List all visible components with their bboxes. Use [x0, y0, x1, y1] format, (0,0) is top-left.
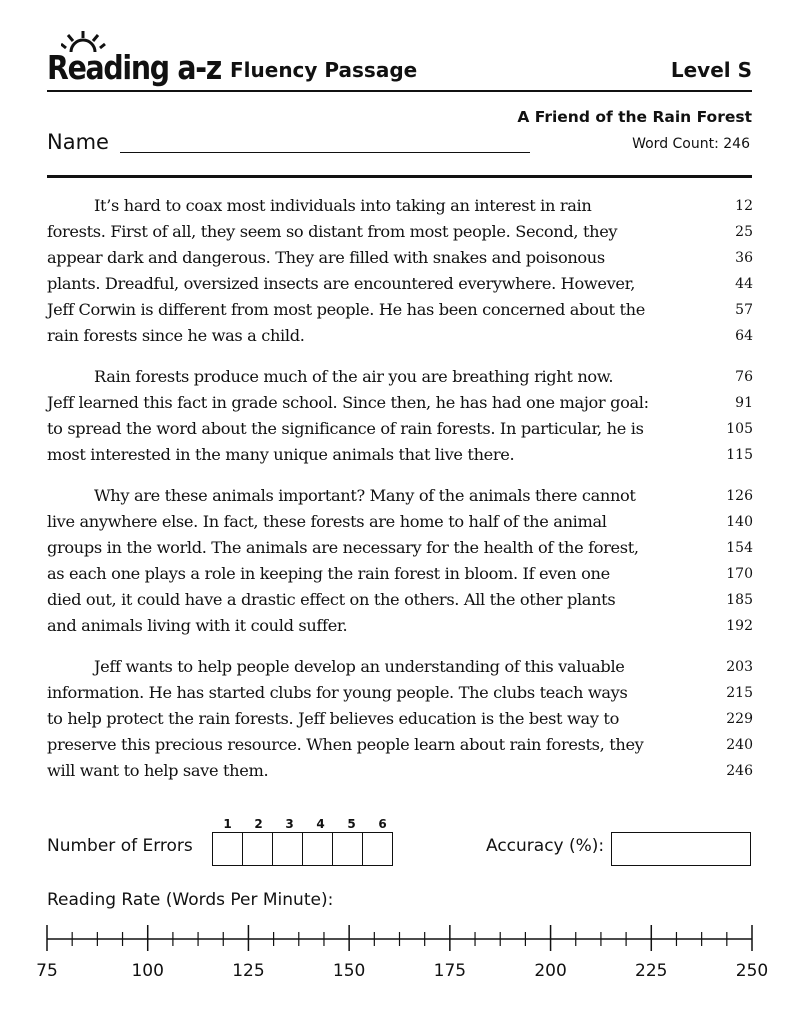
cumulative-word-count: 215 [726, 685, 753, 701]
reading-rate-label: Reading Rate (Words Per Minute): [47, 890, 334, 910]
error-boxes [212, 832, 398, 866]
passage-line-text: Jeff Corwin is different from most people. He has been concerned about the [47, 300, 645, 319]
cumulative-word-count: 115 [726, 447, 753, 463]
passage-line-text: preserve this precious resource. When people learn about rain forests, they [47, 735, 644, 754]
accuracy-input-box[interactable] [611, 832, 751, 866]
passage-line [47, 323, 753, 349]
scale-label: 150 [332, 961, 366, 981]
passage-line-text: Why are these animals important? Many of the animals there cannot [94, 486, 636, 505]
error-box-number: 6 [378, 817, 387, 831]
passage-line [47, 561, 753, 587]
scale-label: 200 [534, 961, 567, 981]
cumulative-word-count: 185 [726, 592, 753, 608]
passage-line-text: and animals living with it could suffer. [47, 616, 348, 635]
passage-line [47, 219, 753, 245]
scale-label: 225 [635, 961, 668, 981]
passage-line [47, 509, 753, 535]
error-box-number: 5 [347, 817, 356, 831]
passage-line-text: Rain forests produce much of the air you are breathing right now. [94, 367, 614, 386]
passage-line-text: Jeff learned this fact in grade school. Since then, he has had one major goal: [47, 393, 649, 412]
errors-label: Number of Errors [47, 836, 193, 856]
header-divider [47, 90, 752, 92]
passage-line [47, 442, 753, 468]
error-box-number: 4 [316, 817, 325, 831]
passage-line [47, 706, 753, 732]
error-box[interactable] [302, 832, 333, 866]
reading-rate-scale [0, 918, 799, 988]
passage-line-text: to spread the word about the significance of rain forests. In particular, he is [47, 419, 644, 438]
error-box-number: 2 [254, 817, 263, 831]
passage-type-title: Fluency Passage [230, 58, 418, 82]
passage-line [47, 416, 753, 442]
cumulative-word-count: 57 [735, 302, 753, 318]
scale-label: 75 [36, 961, 58, 981]
passage-line-text: appear dark and dangerous. They are filled with snakes and poisonous [47, 248, 605, 267]
passage-line-text: plants. Dreadful, oversized insects are encountered everywhere. However, [47, 274, 636, 293]
reading-az-logo [47, 30, 221, 87]
logo-text: Reading a-z [47, 48, 221, 87]
passage-line-text: It’s hard to coax most individuals into taking an interest in rain [94, 196, 592, 215]
error-box[interactable] [272, 832, 303, 866]
error-box[interactable] [332, 832, 363, 866]
passage-line-text: to help protect the rain forests. Jeff believes education is the best way to [47, 709, 619, 728]
error-box[interactable] [362, 832, 393, 866]
cumulative-word-count: 36 [735, 250, 753, 266]
paragraph [47, 654, 753, 784]
error-box-numbers [212, 817, 398, 833]
passage-line-text: as each one plays a role in keeping the rain forest in bloom. If even one [47, 564, 610, 583]
passage-line [47, 732, 753, 758]
passage [47, 193, 753, 799]
passage-line [47, 587, 753, 613]
cumulative-word-count: 25 [735, 224, 753, 240]
accuracy-label: Accuracy (%): [486, 836, 605, 856]
passage-line-text: live anywhere else. In fact, these forests are home to half of the animal [47, 512, 607, 531]
passage-line [47, 535, 753, 561]
passage-line [47, 271, 753, 297]
passage-line-text: forests. First of all, they seem so distant from most people. Second, they [47, 222, 618, 241]
cumulative-word-count: 246 [726, 763, 753, 779]
passage-line [47, 245, 753, 271]
cumulative-word-count: 229 [726, 711, 753, 727]
passage-line-text: died out, it could have a drastic effect on the others. All the other plants [47, 590, 616, 609]
passage-line [47, 680, 753, 706]
passage-line-text: groups in the world. The animals are necessary for the health of the forest, [47, 538, 639, 557]
passage-line [47, 193, 753, 219]
scale-label: 100 [131, 961, 164, 981]
passage-line [47, 390, 753, 416]
passage-line [47, 297, 753, 323]
level-label: Level S [670, 58, 752, 82]
scale-label: 175 [433, 961, 467, 981]
cumulative-word-count: 105 [726, 421, 753, 437]
cumulative-word-count: 192 [726, 618, 753, 634]
passage-line-text: most interested in the many unique animals that live there. [47, 445, 515, 464]
scale-label: 250 [735, 961, 769, 981]
cumulative-word-count: 91 [735, 395, 753, 411]
error-box-number: 1 [223, 817, 232, 831]
cumulative-word-count: 126 [726, 488, 753, 504]
paragraph [47, 193, 753, 349]
name-label: Name [47, 130, 109, 154]
passage-line [47, 654, 753, 680]
cumulative-word-count: 12 [735, 198, 753, 214]
cumulative-word-count: 76 [735, 369, 753, 385]
cumulative-word-count: 170 [726, 566, 753, 582]
cumulative-word-count: 64 [735, 328, 753, 344]
passage-line [47, 364, 753, 390]
scale-label: 125 [232, 961, 265, 981]
name-write-line[interactable] [120, 152, 530, 153]
passage-line-text: will want to help save them. [47, 761, 269, 780]
paragraph [47, 483, 753, 639]
story-title: A Friend of the Rain Forest [517, 108, 752, 126]
error-box[interactable] [242, 832, 273, 866]
passage-line-text: Jeff wants to help people develop an understanding of this valuable [94, 657, 625, 676]
name-divider [47, 175, 752, 178]
paragraph [47, 364, 753, 468]
error-box-number: 3 [285, 817, 294, 831]
passage-line [47, 613, 753, 639]
cumulative-word-count: 240 [726, 737, 753, 753]
passage-line [47, 758, 753, 784]
error-box[interactable] [212, 832, 243, 866]
cumulative-word-count: 154 [726, 540, 753, 556]
passage-line-text: rain forests since he was a child. [47, 326, 305, 345]
word-count: Word Count: 246 [632, 136, 750, 152]
cumulative-word-count: 203 [726, 659, 753, 675]
cumulative-word-count: 140 [726, 514, 753, 530]
cumulative-word-count: 44 [735, 276, 753, 292]
passage-line-text: information. He has started clubs for young people. The clubs teach ways [47, 683, 628, 702]
passage-line [47, 483, 753, 509]
